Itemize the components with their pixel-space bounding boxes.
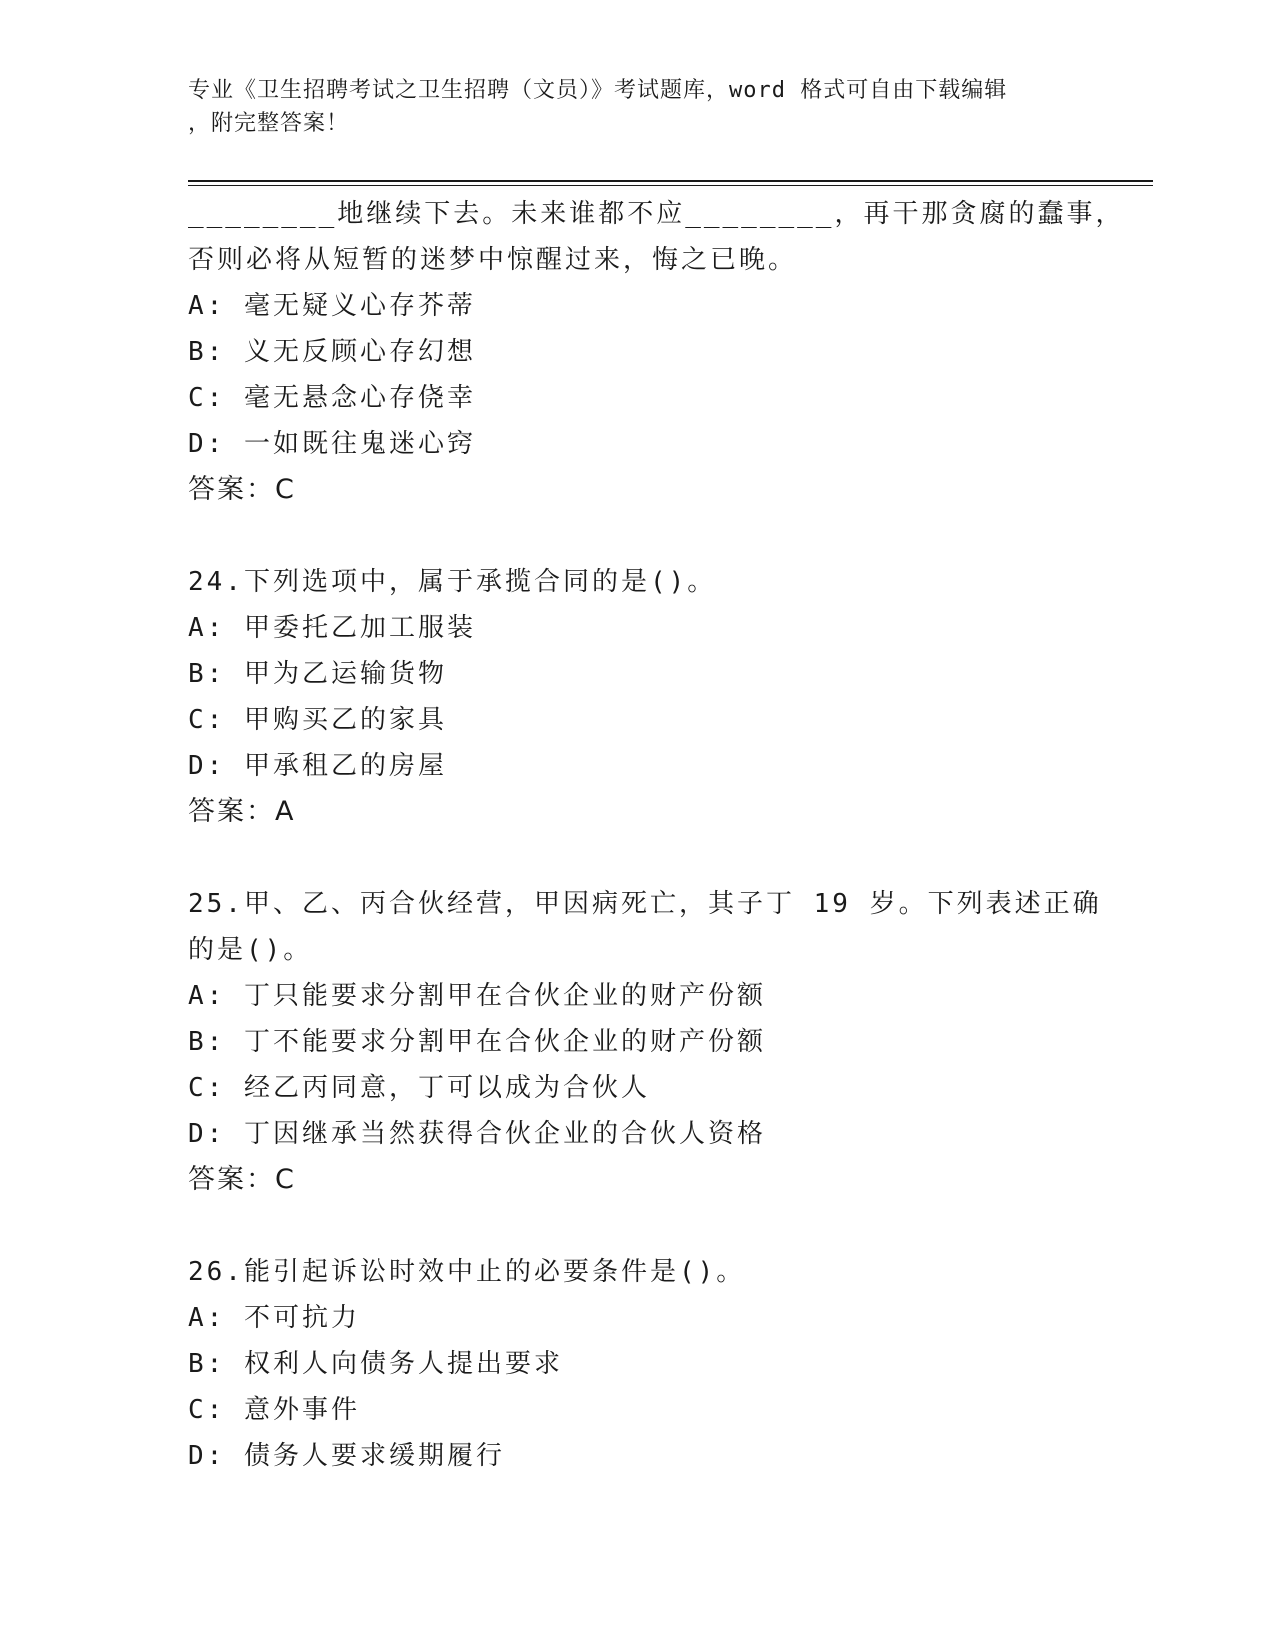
answer: 答案：A: [188, 796, 296, 827]
question-stem: 26.能引起诉讼时效中止的必要条件是()。: [188, 1257, 746, 1287]
option-d: D: 一如既往鬼迷心窍: [188, 429, 476, 459]
spacer: [188, 835, 1088, 881]
option-c: C: 毫无悬念心存侥幸: [188, 383, 476, 413]
question-stem: 24.下列选项中，属于承揽合同的是()。: [188, 567, 717, 597]
header-divider-thin: [188, 185, 1153, 186]
option-d: D: 甲承租乙的房屋: [188, 751, 447, 781]
header-line-1: 专业《卫生招聘考试之卫生招聘（文员）》考试题库，word 格式可自由下载编辑: [188, 78, 1008, 103]
option-d: D: 债务人要求缓期履行: [188, 1441, 505, 1471]
question-23: [188, 191, 1125, 513]
option-a: A: 毫无疑义心存芥蒂: [188, 291, 476, 321]
header-divider-thick: [188, 180, 1153, 182]
question-stem-continued: 的是()。: [188, 935, 313, 965]
option-c: C: 意外事件: [188, 1395, 360, 1425]
question-stem: 25.甲、乙、丙合伙经营，甲因病死亡，其子丁 19 岁。下列表述正确: [188, 889, 1102, 919]
spacer: [188, 513, 1088, 559]
question-content: [188, 191, 1125, 1479]
option-b: B: 权利人向债务人提出要求: [188, 1349, 563, 1379]
option-c: C: 甲购买乙的家具: [188, 705, 447, 735]
option-b: B: 义无反顾心存幻想: [188, 337, 476, 367]
header-line-2: ，附完整答案！: [188, 111, 350, 136]
option-a: A: 不可抗力: [188, 1303, 360, 1333]
spacer: [188, 1203, 1088, 1249]
question-26: [188, 1249, 1088, 1479]
answer: 答案：C: [188, 474, 296, 505]
question-stem-continued: 否则必将从短暂的迷梦中惊醒过来，悔之已晚。: [188, 245, 798, 275]
answer: 答案：C: [188, 1164, 296, 1195]
option-b: B: 丁不能要求分割甲在合伙企业的财产份额: [188, 1027, 766, 1057]
question-24: [188, 559, 1088, 835]
option-a: A: 甲委托乙加工服装: [188, 613, 476, 643]
question-stem: ________地继续下去。未来谁都不应________，再干那贪腐的蠢事，: [188, 199, 1125, 229]
option-b: B: 甲为乙运输货物: [188, 659, 447, 689]
option-a: A: 丁只能要求分割甲在合伙企业的财产份额: [188, 981, 766, 1011]
question-25: [188, 881, 1102, 1203]
document-header: [188, 74, 1088, 140]
option-d: D: 丁因继承当然获得合伙企业的合伙人资格: [188, 1119, 766, 1149]
option-c: C: 经乙丙同意，丁可以成为合伙人: [188, 1073, 650, 1103]
